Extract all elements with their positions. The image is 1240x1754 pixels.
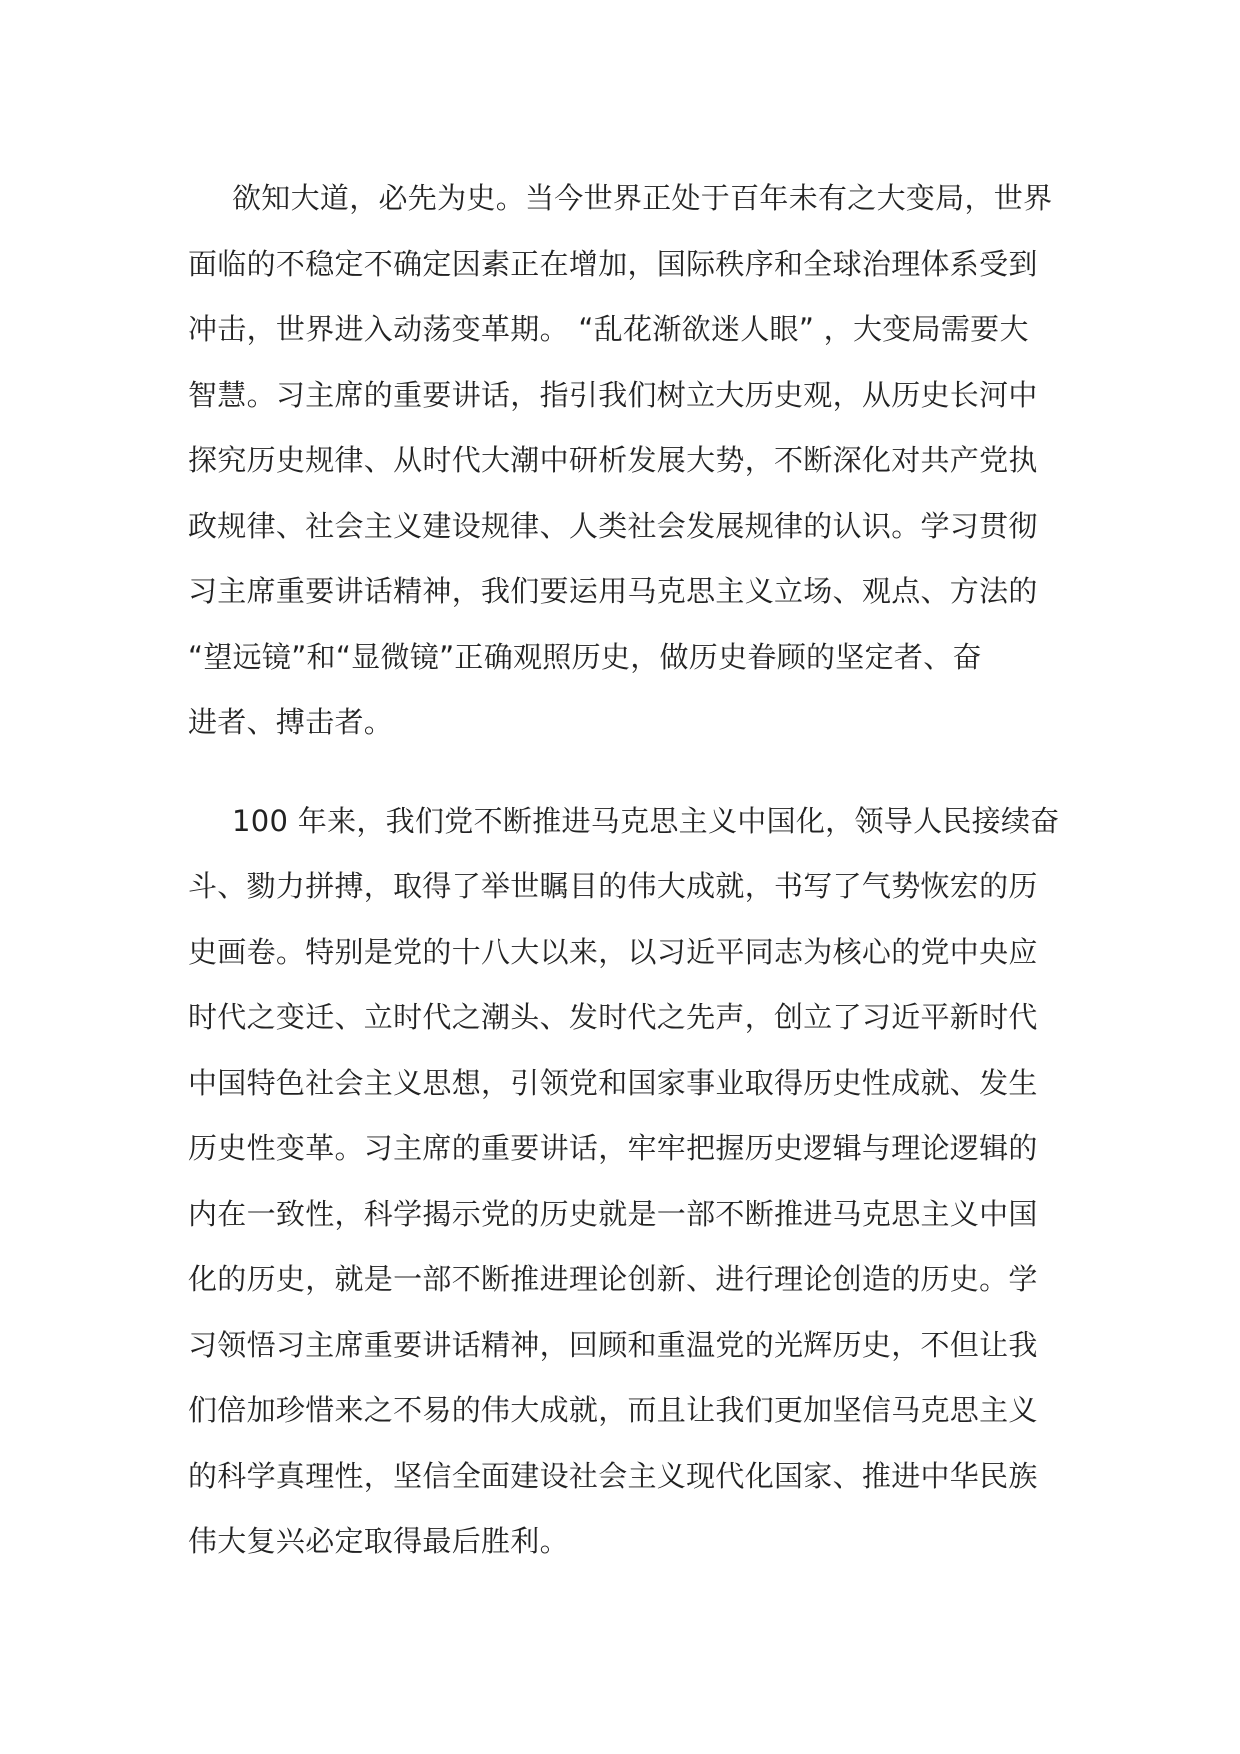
document-body bbox=[188, 170, 1058, 1612]
text-line: 智慧。习主席的重要讲话，指引我们树立大历史观，从历史长河中 bbox=[188, 377, 1038, 412]
text-line: 们倍加珍惜来之不易的伟大成就，而且让我们更加坚信马克思主义 bbox=[188, 1393, 1038, 1427]
text-line: 探究历史规律、从时代大潮中研析发展大势，不断深化对共产党执 bbox=[188, 443, 1038, 477]
text-line: 习领悟习主席重要讲话精神，回顾和重温党的光辉历史，不但让我 bbox=[188, 1327, 1038, 1362]
text-line: 冲击，世界进入动荡变革期。 “乱花渐欲迷人眼” ，大变局需要大 bbox=[188, 312, 1029, 346]
text-line: 伟大复兴必定取得最后胜利。 bbox=[188, 1524, 569, 1558]
text-line: 中国特色社会主义思想，引领党和国家事业取得历史性成就、发生 bbox=[188, 1065, 1038, 1100]
text-line: 习主席重要讲话精神，我们要运用马克思主义立场、观点、方法的 bbox=[188, 574, 1038, 608]
text-line: 斗、勠力拼搏，取得了举世瞩目的伟大成就，书写了气势恢宏的历 bbox=[188, 869, 1038, 903]
text-line: 的科学真理性，坚信全面建设社会主义现代化国家、推进中华民族 bbox=[188, 1458, 1038, 1493]
text-line: 欲知大道，必先为史。当今世界正处于百年未有之大变局，世界 bbox=[232, 181, 1053, 215]
text-line: 史画卷。特别是党的十八大以来，以习近平同志为核心的党中央应 bbox=[188, 934, 1038, 969]
text-line: 政规律、社会主义建设规律、人类社会发展规律的认识。学习贯彻 bbox=[188, 508, 1038, 543]
text-line: 内在一致性，科学揭示党的历史就是一部不断推进马克思主义中国 bbox=[188, 1196, 1038, 1231]
paragraph-1 bbox=[188, 170, 1058, 760]
text-line: 化的历史，就是一部不断推进理论创新、进行理论创造的历史。学 bbox=[188, 1262, 1038, 1296]
text-line: 历史性变革。习主席的重要讲话，牢牢把握历史逻辑与理论逻辑的 bbox=[188, 1131, 1038, 1165]
text-line: 进者、搏击者。 bbox=[188, 705, 394, 739]
paragraph-2 bbox=[188, 793, 1058, 1579]
text-line: “望远镜”和“显微镜”正确观照历史，做历史眷顾的坚定者、奋 bbox=[188, 639, 982, 674]
text-line: 100 年来，我们党不断推进马克思主义中国化，领导人民接续奋 bbox=[232, 803, 1060, 838]
text-line: 面临的不稳定不确定因素正在增加，国际秩序和全球治理体系受到 bbox=[188, 246, 1038, 281]
text-line: 时代之变迁、立时代之潮头、发时代之先声，创立了习近平新时代 bbox=[188, 1000, 1038, 1034]
